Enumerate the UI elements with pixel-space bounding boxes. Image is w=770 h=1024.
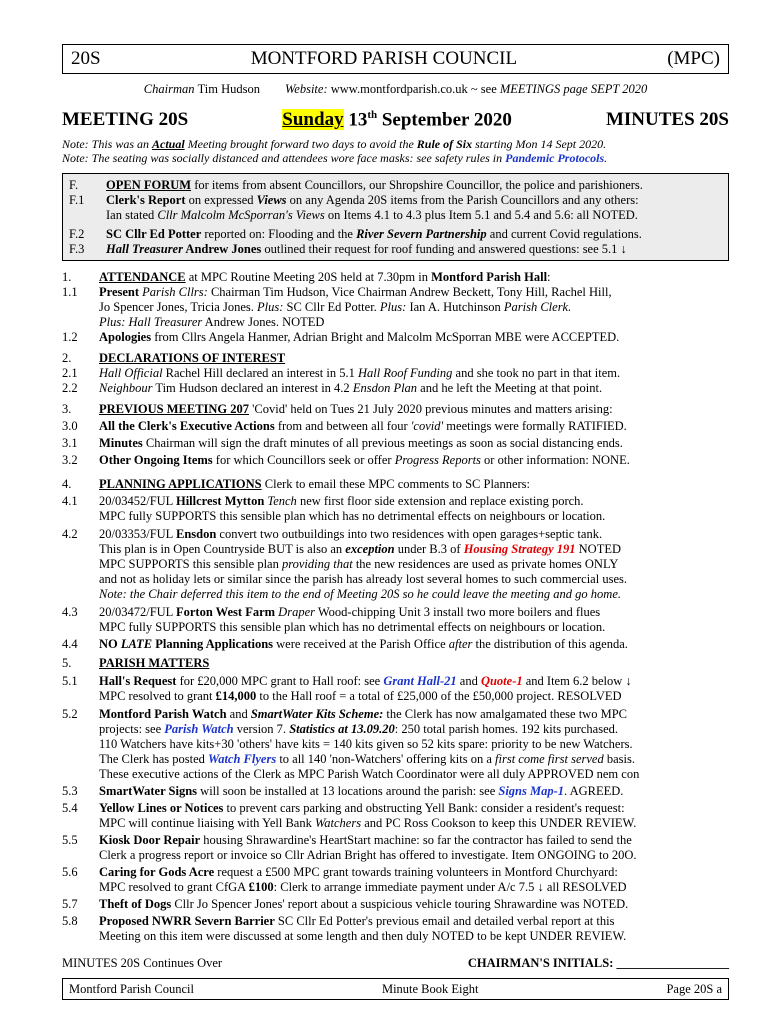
item-5-7: 5.7 Theft of Dogs Cllr Jo Spencer Jones' report about a suspicious vehicle touring Shrawardine was NOTED. [62,897,629,912]
item-3-2: 3.2 Other Ongoing Items for which Councillors seek or offer Progress Reports or other information: NONE. [62,453,630,468]
item-4-2: 4.2 20/03353/FUL Ensdon convert two outbuildings into two residences with open garages+septic tank. This plan is in Open Countryside BUT is also an exception under B.3 of Housing Strategy 191 NOTED MPC SUPPORTS this sensible plan providing that the new residences are used as private homes ONLY and not as holiday lets or similar since the parish has already lost several homes to such commercial uses. Note: the Chair deferred this item to the end of Meeting 20S so he could leave the meeting and go home. [62,527,627,602]
item-5-2: 5.2 Montford Parish Watch and SmartWater Kits Scheme: the Clerk has now amalgamated these two MPC projects: see Parish Watch version 7. Statistics at 13.09.20: 250 total parish homes. 192 kits purchased. 110 Watchers have kits+30 'others' have kits = 140 kits given so 52 kits spare: priority to be new Watchers. The Clerk has posted Watch Flyers to all 140 'non-Watchers' offering kits on a first come first served basis. These executive actions of the Clerk as MPC Parish Watch Coordinator were all duly APPROVED nem con [62,707,640,782]
meeting-title-row [62,109,729,131]
item-3-1: 3.1 Minutes Chairman will sign the draft minutes of all previous meetings as soon as social distancing ends. [62,436,623,451]
note-1: Note: This was an Actual Meeting brought forward two days to avoid the Rule of Six starting Mon 14 Sept 2020. [62,137,607,152]
quote-link[interactable]: Quote-1 [480,674,523,689]
footer-box [62,978,729,1000]
item-4-1: 4.1 20/03452/FUL Hillcrest Mytton Tench new first floor side extension and replace existing porch. MPC fully SUPPORTS this sensible plan which has no detrimental effects on neighbours or location. [62,494,606,524]
subheader [62,82,729,97]
item-4-3: 4.3 20/03472/FUL Forton West Farm Draper Wood-chipping Unit 3 install two more boilers and flues MPC fully SUPPORTS this sensible plan which has no detrimental effects on neighbours or location. [62,605,606,635]
item-5-6: 5.6 Caring for Gods Acre request a £500 MPC grant towards training volunteers in Montford Churchyard: MPC resolved to grant CfGA £100: Clerk to arrange immediate payment under A/c 7.5 ↓ all RESOLVED [62,865,627,895]
item-5-1: 5.1 Hall's Request for £20,000 MPC grant to Hall roof: see Grant Hall-21 and Quote-1 and Item 6.2 below ↓ MPC resolved to grant £14,000 to the Hall roof = a total of £25,000 of the £50,000 project. RESOLVED [62,674,632,704]
section-previous-meeting: 3. PREVIOUS MEETING 207 'Covid' held on Tues 21 July 2020 previous minutes and matters arising: [62,402,613,417]
website-link[interactable]: www.montfordparish.co.uk [330,82,468,96]
grant-hall-link[interactable]: Grant Hall-21 [383,674,457,689]
item-1-1: 1.1 Present Parish Cllrs: Chairman Tim Hudson, Vice Chairman Andrew Beckett, Tony Hill, Rachel Hill, Jo Spencer Jones, Tricia Jones. Plus: SC Cllr Ed Potter. Plus: Ian A. Hutchinson Parish Clerk. Plus: Hall Treasurer Andrew Jones. NOTED [62,285,612,330]
open-forum-box [62,173,729,261]
meeting-day: Sunday [282,109,344,131]
footer-book: Minute Book Eight [381,981,479,996]
chairman-name: Tim Hudson [197,82,261,96]
forum-item: F.1 Clerk's Report on expressed Views on any Agenda 20S items from the Parish Councillors and any others: Ian stated Cllr Malcolm McSporran's Views on Items 4.1 to 4.3 plus Item 5.1 and 5.4 and 5.6: all NOTED. [69,193,639,223]
note-2: Note: The seating was socially distanced and attendees wore face masks: see safety rules in Pandemic Protocols. [62,151,608,166]
watch-flyers-link[interactable]: Watch Flyers [208,752,277,767]
chairman-label: Chairman [143,82,195,96]
see-label: ~ see [470,82,497,96]
continuation-row [62,956,729,971]
document-page [62,44,729,1004]
housing-strategy-link[interactable]: Housing Strategy 191 [463,542,576,557]
item-5-8: 5.8 Proposed NWRR Severn Barrier SC Cllr Ed Potter's previous email and detailed verbal report at this Meeting on this item were discussed at some length and then duly NOTED to be kept UNDER REVIEW. [62,914,627,944]
header-code: 20S [71,48,101,69]
item-4-4: 4.4 NO LATE Planning Applications were received at the Parish Office after the distribution of this agenda. [62,637,628,652]
item-3-0: 3.0 All the Clerk's Executive Actions from and between all four 'covid' meetings were formally RATIFIED. [62,419,627,434]
meeting-date: Sunday 13th September 2020 [282,109,512,131]
minutes-label: MINUTES 20S [605,109,729,131]
continues-label: MINUTES 20S Continues Over [62,956,223,970]
section-attendance: 1. ATTENDANCE at MPC Routine Meeting 20S held at 7.30pm in Montford Parish Hall: [62,270,551,285]
section-parish-matters: 5. PARISH MATTERS [62,656,210,671]
meetings-ref: MEETINGS page SEPT 2020 [499,82,648,96]
section-declarations: 2. DECLARATIONS OF INTEREST [62,351,286,366]
chairman-initials: CHAIRMAN'S INITIALS: __________________ [467,956,729,970]
header-abbrev: (MPC) [667,48,720,69]
item-2-2: 2.2 Neighbour Tim Hudson declared an interest in 4.2 Ensdon Plan and he left the Meeting at that point. [62,381,603,396]
item-5-4: 5.4 Yellow Lines or Notices to prevent cars parking and obstructing Yell Bank: consider a resident's request: MPC will continue liaising with Yell Bank Watchers and PC Ross Cookson to keep this UNDER REVIEW. [62,801,637,831]
forum-item: F.2 SC Cllr Ed Potter reported on: Flooding and the River Severn Partnership and current Covid regulations. [69,227,642,242]
forum-item: F. OPEN FORUM for items from absent Councillors, our Shropshire Councillor, the police and parishioners. [69,178,643,193]
header-box [62,44,729,74]
signs-map-link[interactable]: Signs Map-1 [498,784,565,799]
notes [62,137,729,165]
parish-watch-link[interactable]: Parish Watch [164,722,234,737]
pandemic-protocols-link[interactable]: Pandemic Protocols [505,151,605,166]
forum-item: F.3 Hall Treasurer Andrew Jones outlined their request for roof funding and answered questions: see 5.1 ↓ [69,242,627,257]
website-label: Website: [285,82,328,96]
footer-page: Page 20S a [666,981,722,996]
item-5-3: 5.3 SmartWater Signs will soon be installed at 13 locations around the parish: see Signs Map-1. AGREED. [62,784,624,799]
item-1-2: 1.2 Apologies from Cllrs Angela Hanmer, Adrian Bright and Malcolm McSporran MBE were ACCEPTED. [62,330,620,345]
meeting-label: MEETING 20S [62,109,189,131]
item-2-1: 2.1 Hall Official Rachel Hill declared an interest in 5.1 Hall Roof Funding and she took no part in that item. [62,366,621,381]
footer-council: Montford Parish Council [69,981,194,996]
section-planning: 4. PLANNING APPLICATIONS Clerk to email these MPC comments to SC Planners: [62,477,531,492]
header-title: MONTFORD PARISH COUNCIL [250,48,518,69]
item-5-5: 5.5 Kiosk Door Repair housing Shrawardine's HeartStart machine: so far the contractor has failed to send the Clerk a progress report or invoice so Cllr Adrian Bright has offered to investigate. Item ONGOING to 20O. [62,833,637,863]
